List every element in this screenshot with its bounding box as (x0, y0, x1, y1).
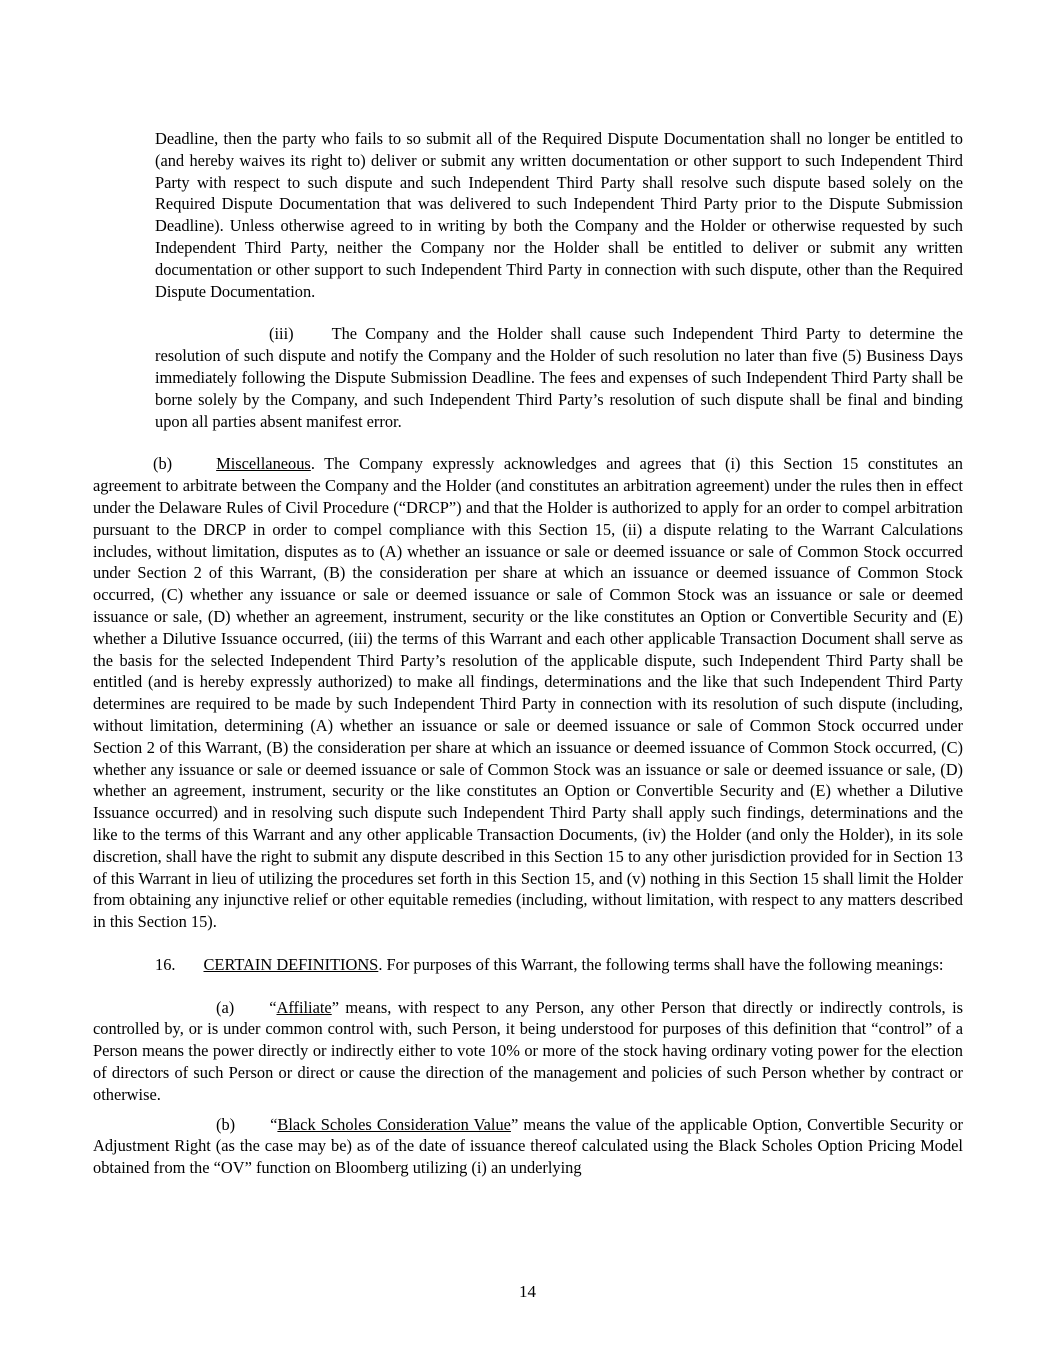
definition-black-scholes-close-quote: ” (510, 1114, 519, 1134)
paragraph-iii (155, 323, 963, 432)
definition-black-scholes-term: Black Scholes Consideration Value (277, 1114, 511, 1134)
section-16-text: . For purposes of this Warrant, the following terms shall have the following meanings: (378, 954, 944, 974)
section-16-certain-definitions (93, 954, 963, 976)
definition-affiliate-close-quote: ” (331, 997, 339, 1017)
definition-black-scholes-text: means the value of the applicable Option, Convertible Security or Adjustment Right (as the case may be) as of the date of issuance thereof calculated using the Black Scholes Option Pricing Model obtained from the “OV” function on Bloomberg utilizing (i) an underlying (93, 1114, 963, 1178)
paragraph-b-text: . The Company expressly acknowledges and agrees that (i) this Section 15 constitutes an agreement to arbitrate between the Company and the Holder (and constitutes an arbitration agreement) under the rules then in effect under the Delaware Rules of Civil Procedure (“DRCP”) and that the Holder is authorized to apply for an order to compel arbitration pursuant to the DRCP in order to compel compliance with this Section 15, (ii) a dispute relating to the Warrant Calculations includes, without limitation, disputes as to (A) whether an issuance or sale or deemed issuance or sale of Common Stock occurred under Section 2 of this Warrant, (B) the consideration per share at which an issuance or deemed issuance of Common Stock occurred, (C) whether any issuance or sale or deemed issuance or sale of Common Stock was an issuance or sale or deemed issuance or sale, (D) whether an agreement, instrument, security or the like constitutes an Option or Convertible Security and (E) whether a Dilutive Issuance occurred, (iii) the terms of this Warrant and each other applicable Transaction Document shall serve as the basis for the selected Independent Third Party’s resolution of the applicable dispute, such Independent Third Party shall be entitled (and is hereby expressly authorized) to make all findings, determinations and the like that such Independent Third Party determines are required to be made by such Independent Third Party in connection with its resolution of such dispute (including, without limitation, determining (A) whether an issuance or sale or deemed issuance or sale of Common Stock occurred under Section 2 of this Warrant, (B) the consideration per share at which an issuance or deemed issuance of Common Stock occurred, (C) whether any issuance or sale or deemed issuance or sale of Common Stock was an issuance or sale or deemed issuance or sale, (D) whether an agreement, instrument, security or the like constitutes an Option or Convertible Security and (E) whether a Dilutive Issuance occurred) and in resolving such dispute such Independent Third Party shall apply such findings, determinations and the like to the terms of this Warrant and any other applicable Transaction Documents, (iv) the Holder (and only the Holder), in its sole discretion, shall have the right to submit any dispute described in this Section 15 to any other jurisdiction provided for in Section 13 of this Warrant in lieu of utilizing the procedures set forth in this Section 15, and (v) nothing in this Section 15 shall limit the Holder from obtaining any injunctive relief or other equitable remedies (including, without limitation, with respect to any matters described in this Section 15). (93, 454, 963, 932)
definition-affiliate-term: Affiliate (276, 997, 332, 1017)
paragraph-iii-text: The Company and the Holder shall cause such Independent Third Party to determine the resolution of such dispute and notify the Company and the Holder of such resolution no later than five (5) Business Days immediately following the Dispute Submission Deadline. The fees and expenses of such Independent Third Party shall be borne solely by the Company, and such Independent Third Party’s resolution of such dispute shall be final and binding upon all parties absent manifest error. (155, 324, 963, 431)
definition-black-scholes (93, 1114, 963, 1179)
definition-affiliate-text: means, with respect to any Person, any other Person that directly or indirectly controls, is controlled by, or is under common control with, such Person, it being understood for purposes of this definition that “control” of a Person means the power directly or indirectly either to vote 10% or more of the stock having ordinary voting power for the election of directors of such Person or direct or cause the direction of the management and policies of such Person whether by contract or otherwise. (93, 997, 963, 1104)
paragraph-b-miscellaneous (93, 453, 963, 933)
paragraph-iii-number: (iii) (269, 324, 294, 344)
document-page (93, 128, 963, 1179)
continuation-paragraph: Deadline, then the party who fails to so submit all of the Required Dispute Documentation shall no longer be entitled to (and hereby waives its right to) deliver or submit any written documentation or other support to such Independent Third Party with respect to such dispute and such Independent Third Party shall resolve such dispute based solely on the Required Dispute Documentation that was delivered to such Independent Third Party prior to the Dispute Submission Deadline). Unless otherwise agreed to in writing by both the Company and the Holder or otherwise requested by such Independent Third Party, neither the Company nor the Holder shall be entitled to deliver or submit any written documentation or other support to such Independent Third Party in connection with such dispute, other than the Required Dispute Documentation. (155, 129, 963, 301)
dispute-section-continued (155, 128, 963, 432)
definition-black-scholes-number: (b) (216, 1114, 236, 1134)
page-number: 14 (519, 1282, 536, 1301)
section-16-heading: CERTAIN DEFINITIONS (203, 954, 379, 974)
paragraph-b-number: (b) (153, 454, 173, 474)
section-16-number: 16. (155, 954, 176, 974)
definition-black-scholes-open-quote: “ (270, 1114, 278, 1134)
definition-affiliate (93, 997, 963, 1106)
definition-affiliate-number: (a) (216, 997, 235, 1017)
definition-affiliate-open-quote: “ (269, 997, 277, 1017)
paragraph-b-heading: Miscellaneous (216, 454, 311, 474)
